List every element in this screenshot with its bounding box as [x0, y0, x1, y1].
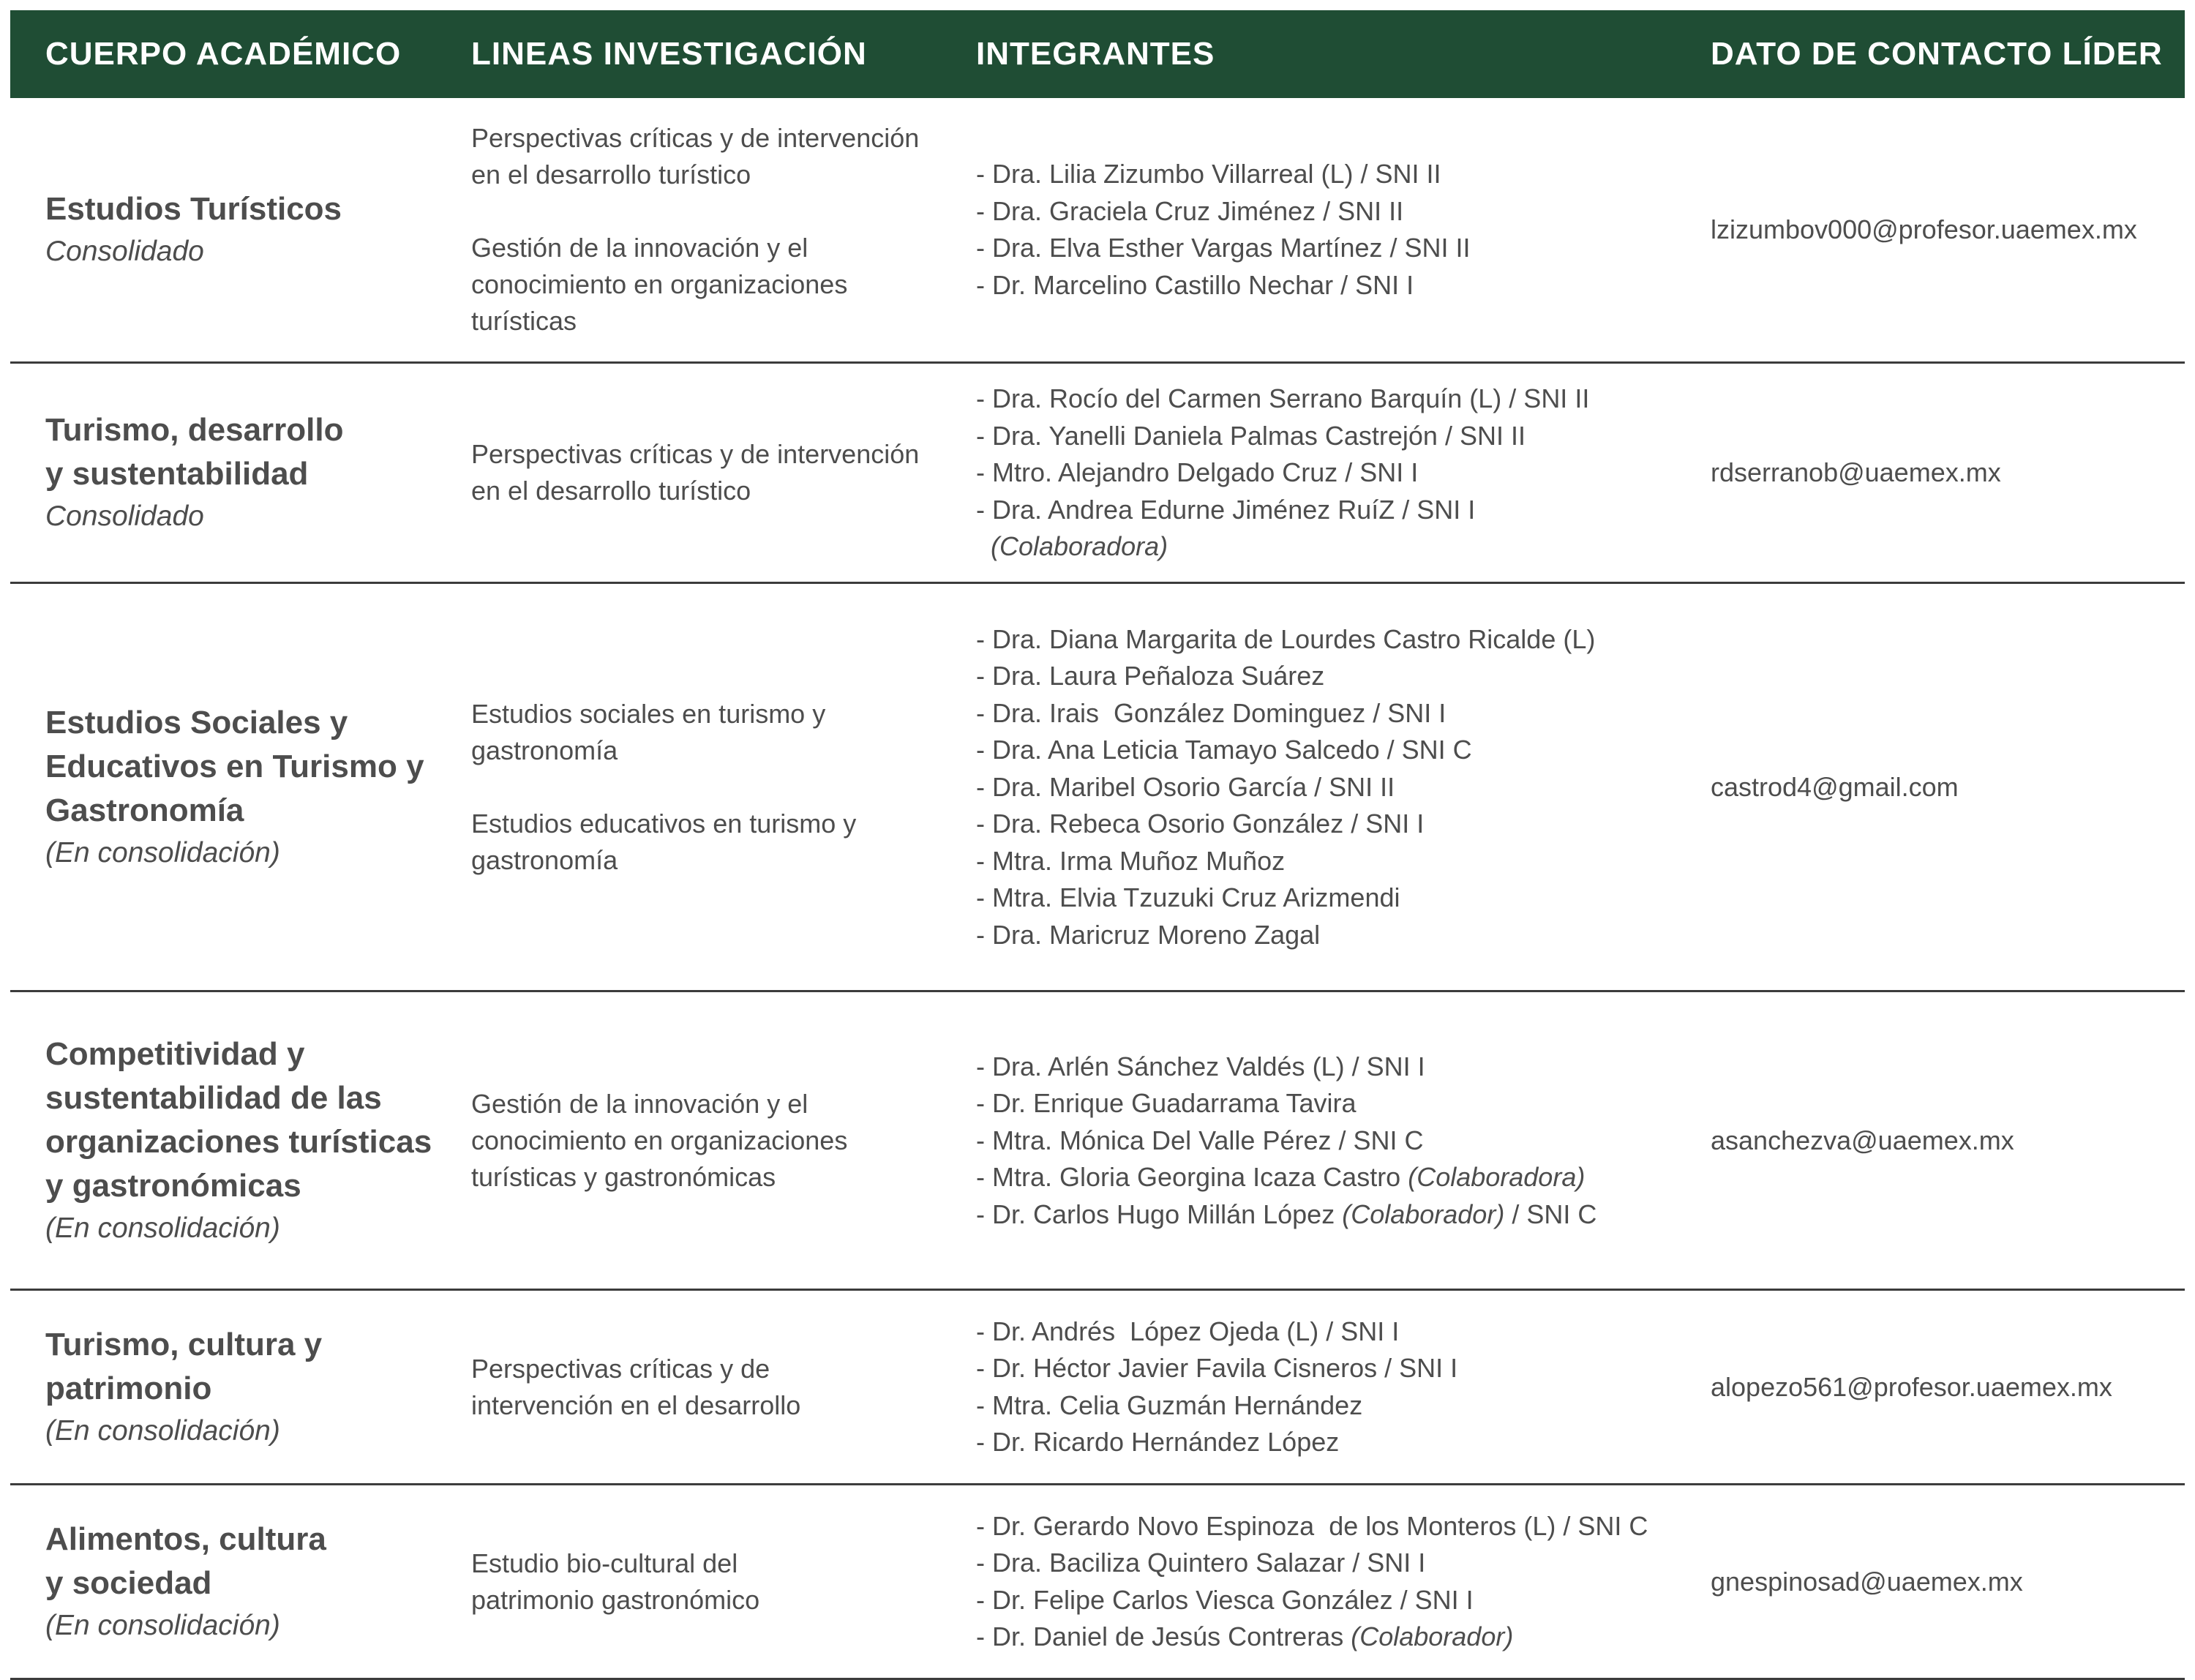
research-line: Gestión de la innovación y el conocimiento en organizaciones turísticas y gastronómicas	[471, 1088, 848, 1192]
leader-email[interactable]: lzizumbov000@profesor.uaemex.mx	[1711, 214, 2137, 244]
group-status: (En consolidación)	[45, 1414, 280, 1447]
leader-email[interactable]: alopezo561@profesor.uaemex.mx	[1711, 1371, 2112, 1402]
research-line: Perspectivas críticas y de intervención en el desarrollo turístico	[471, 439, 920, 506]
member-item: - Dr. Marcelino Castillo Nechar / SNI I	[976, 269, 1414, 300]
research-lines-cell	[471, 1351, 969, 1424]
table-row	[10, 1291, 2185, 1485]
member-item: - Mtra. Mónica Del Valle Pérez / SNI C	[976, 1125, 1424, 1155]
academic-group-cell	[45, 1323, 455, 1452]
member-note: (Colaborador)	[1342, 1199, 1505, 1229]
member-item: - Dra. Elva Esther Vargas Martínez / SNI II	[976, 233, 1471, 263]
group-name: organizaciones turísticas	[45, 1123, 432, 1160]
group-status: (En consolidación)	[45, 1212, 280, 1244]
research-line: Perspectivas críticas y de intervención en el desarrollo	[471, 1353, 801, 1420]
research-line: Perspectivas críticas y de intervención en el desarrollo turístico	[471, 123, 920, 190]
member-item: - Dra. Andrea Edurne Jiménez RuíZ / SNI I	[976, 494, 1476, 525]
group-name: Estudios Turísticos	[45, 191, 342, 227]
group-status: Consolidado	[45, 236, 204, 267]
group-name: Estudios Sociales y	[45, 704, 348, 740]
group-name: y gastronómicas	[45, 1167, 301, 1204]
leader-email[interactable]: rdserranob@uaemex.mx	[1711, 457, 2001, 487]
member-item: - Dr. Felipe Carlos Viesca González / SNI I	[976, 1584, 1474, 1615]
member-item: - Dr. Andrés López Ojeda (L) / SNI I	[976, 1316, 1400, 1346]
group-status: (En consolidación)	[45, 1609, 280, 1641]
table-header	[10, 10, 2185, 98]
member-item: - Dra. Maricruz Moreno Zagal	[976, 919, 1321, 950]
member-item: - Dra. Lilia Zizumbo Villarreal (L) / SNI II	[976, 159, 1441, 189]
members-cell	[976, 380, 1708, 566]
table-row	[10, 992, 2185, 1291]
member-note: (Colaboradora)	[1408, 1161, 1586, 1192]
member-item: - Dra. Maribel Osorio García / SNI II	[976, 771, 1395, 802]
academic-group-cell	[45, 1518, 455, 1646]
group-status: Consolidado	[45, 500, 204, 532]
research-line: Gestión de la innovación y el conocimiento en organizaciones turísticas	[471, 233, 848, 336]
member-item: - Dr. Ricardo Hernández López	[976, 1427, 1340, 1457]
leader-email[interactable]: castrod4@gmail.com	[1711, 771, 1959, 802]
member-item: - Dra. Rocío del Carmen Serrano Barquín (L) / SNI II	[976, 383, 1590, 413]
group-name: Gastronomía	[45, 792, 244, 828]
member-item: - Dr. Gerardo Novo Espinoza de los Monteros (L) / SNI C	[976, 1510, 1648, 1541]
table-row	[10, 364, 2185, 584]
research-lines-cell	[471, 120, 969, 340]
members-cell	[976, 1313, 1708, 1461]
header-members: INTEGRANTES	[976, 36, 1215, 72]
research-lines-cell	[471, 436, 969, 509]
group-name: Educativos en Turismo y	[45, 748, 424, 784]
member-item: - Dr. Héctor Javier Favila Cisneros / SNI I	[976, 1353, 1458, 1383]
members-cell	[976, 156, 1708, 304]
member-item: - Dr. Enrique Guadarrama Tavira	[976, 1087, 1357, 1118]
header-research-lines: LINEAS INVESTIGACIÓN	[471, 36, 867, 72]
research-lines-cell	[471, 696, 969, 879]
member-text: - Mtra. Gloria Georgina Icaza Castro	[976, 1161, 1408, 1192]
header-academic-group: CUERPO ACADÉMICO	[45, 36, 402, 72]
group-name: Turismo, cultura y	[45, 1326, 323, 1362]
member-text: - Dr. Daniel de Jesús Contreras	[976, 1621, 1351, 1651]
member-item: - Mtra. Celia Guzmán Hernández	[976, 1390, 1363, 1420]
member-item: - Dra. Ana Leticia Tamayo Salcedo / SNI C	[976, 734, 1472, 765]
group-name: Alimentos, cultura	[45, 1520, 326, 1557]
research-line: Estudios educativos en turismo y gastronomía	[471, 808, 857, 875]
member-item: - Mtra. Elvia Tzuzuki Cruz Arizmendi	[976, 882, 1400, 912]
research-lines-cell	[471, 1545, 969, 1619]
member-item: - Dra. Graciela Cruz Jiménez / SNI II	[976, 195, 1404, 226]
member-item: - Dra. Diana Margarita de Lourdes Castro Ricalde (L)	[976, 623, 1596, 654]
group-name: Competitividad y	[45, 1035, 305, 1072]
members-cell	[976, 620, 1708, 953]
group-name: y sociedad	[45, 1564, 212, 1601]
member-item: - Dra. Arlén Sánchez Valdés (L) / SNI I	[976, 1051, 1425, 1081]
member-item: - Dra. Baciliza Quintero Salazar / SNI I	[976, 1548, 1426, 1578]
academic-group-cell	[45, 408, 455, 537]
member-item: - Dra. Rebeca Osorio González / SNI I	[976, 808, 1425, 839]
group-status: (En consolidación)	[45, 836, 280, 869]
member-item: - Mtra. Irma Muñoz Muñoz	[976, 845, 1286, 876]
member-note: (Colaboradora)	[991, 530, 1168, 561]
research-lines-cell	[471, 1086, 969, 1196]
member-text: - Dr. Carlos Hugo Millán López	[976, 1199, 1343, 1229]
academic-group-cell	[45, 1032, 455, 1249]
research-line: Estudios sociales en turismo y gastronomía	[471, 698, 826, 765]
member-item	[976, 528, 1708, 566]
table-row	[10, 98, 2185, 364]
group-name: patrimonio	[45, 1370, 212, 1406]
group-name: y sustentabilidad	[45, 456, 309, 492]
header-leader-contact: DATO DE CONTACTO LÍDER	[1711, 36, 2163, 72]
member-item	[976, 1159, 1708, 1196]
academic-groups-table	[10, 10, 2185, 1680]
members-cell	[976, 1508, 1708, 1656]
member-suffix: / SNI C	[1504, 1199, 1597, 1229]
member-text	[976, 531, 991, 561]
group-name: sustentabilidad de las	[45, 1079, 382, 1116]
member-item: - Dra. Yanelli Daniela Palmas Castrejón / SNI II	[976, 420, 1526, 451]
group-name: Turismo, desarrollo	[45, 412, 344, 448]
member-item: - Dra. Laura Peñaloza Suárez	[976, 660, 1325, 691]
table-row	[10, 584, 2185, 992]
academic-group-cell	[45, 701, 455, 874]
member-note: (Colaborador)	[1351, 1621, 1514, 1651]
member-item	[976, 1196, 1708, 1233]
leader-email[interactable]: asanchezva@uaemex.mx	[1711, 1125, 2014, 1155]
member-item	[976, 1619, 1708, 1656]
members-cell	[976, 1048, 1708, 1233]
table-row	[10, 1485, 2185, 1680]
research-line: Estudio bio-cultural del patrimonio gastronómico	[471, 1548, 760, 1615]
leader-email[interactable]: gnespinosad@uaemex.mx	[1711, 1566, 2023, 1597]
member-item: - Mtro. Alejandro Delgado Cruz / SNI I	[976, 457, 1419, 487]
academic-group-cell	[45, 187, 455, 272]
member-item: - Dra. Irais González Dominguez / SNI I	[976, 697, 1447, 728]
